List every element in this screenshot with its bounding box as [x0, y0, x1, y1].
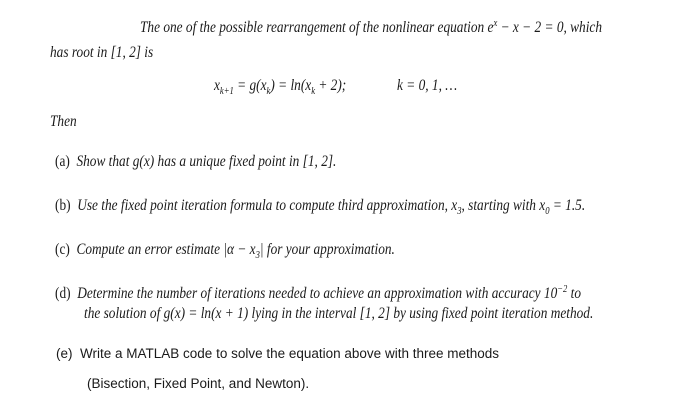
part-a-text: Show that g(x) has a unique fixed point in [1, 2]. — [76, 153, 337, 170]
formula-mid2-sub: k — [311, 86, 316, 98]
formula-lhs: x — [214, 77, 220, 94]
range-text: k = 0, 1, … — [397, 77, 458, 94]
part-d-sup: −2 — [557, 283, 568, 295]
formula-mid2: ) = ln(x — [270, 77, 312, 94]
formula-mid3: + 2); — [315, 77, 347, 94]
formula-mid: = g(x — [233, 77, 267, 94]
intro-text: The one of the possible rearrangement of the nonlinear equation e — [140, 19, 494, 36]
intro-text-2: has root in [1, 2] is — [50, 44, 154, 61]
then-label — [50, 112, 81, 132]
part-d-text-pre: Determine the number of iterations needed to achieve an approximation with accuracy 10 — [77, 285, 558, 302]
part-c-text-pre: Compute an error estimate |α − x — [76, 241, 256, 258]
intro-exponent: x — [493, 17, 498, 29]
formula-mid-sub: k — [266, 86, 271, 98]
part-b-label: (b) — [55, 197, 71, 214]
part-b — [55, 196, 671, 216]
iteration-range — [397, 76, 467, 96]
part-d — [55, 284, 667, 304]
part-a — [55, 152, 382, 172]
part-d-text-post: to — [567, 285, 582, 302]
part-b-text-post: = 1.5. — [549, 197, 586, 214]
part-e — [56, 344, 499, 364]
part-e-label: (e) — [56, 346, 73, 361]
part-c — [55, 240, 450, 260]
intro-line-2 — [50, 43, 170, 63]
part-c-text-post: | for your approximation. — [259, 241, 395, 258]
part-e-text-2: (Bisection, Fixed Point, and Newton). — [87, 376, 310, 391]
part-d-line-2 — [84, 304, 676, 324]
part-b-text-pre: Use the fixed point iteration formula to compute third approximation, x — [77, 197, 458, 214]
part-d-label: (d) — [55, 285, 71, 302]
part-c-label: (c) — [55, 241, 70, 258]
iteration-formula — [214, 76, 368, 96]
part-e-text-1: Write a MATLAB code to solve the equation above with three methods — [80, 346, 499, 361]
part-b-sub2: 0 — [545, 206, 550, 218]
then-text: Then — [50, 113, 77, 130]
part-b-sub1: 3 — [457, 206, 462, 218]
part-d-text-2: the solution of g(x) = ln(x + 1) lying in the interval [1, 2] by using fixed point iteration method. — [84, 305, 594, 322]
part-e-line-2 — [87, 374, 309, 394]
part-c-sub: 3 — [255, 250, 260, 262]
formula-lhs-sub: k+1 — [219, 86, 234, 98]
intro-line-1 — [140, 18, 677, 38]
part-a-label: (a) — [55, 153, 70, 170]
part-b-text-mid: , starting with x — [461, 197, 546, 214]
intro-tail: − x − 2 = 0, which — [497, 19, 603, 36]
